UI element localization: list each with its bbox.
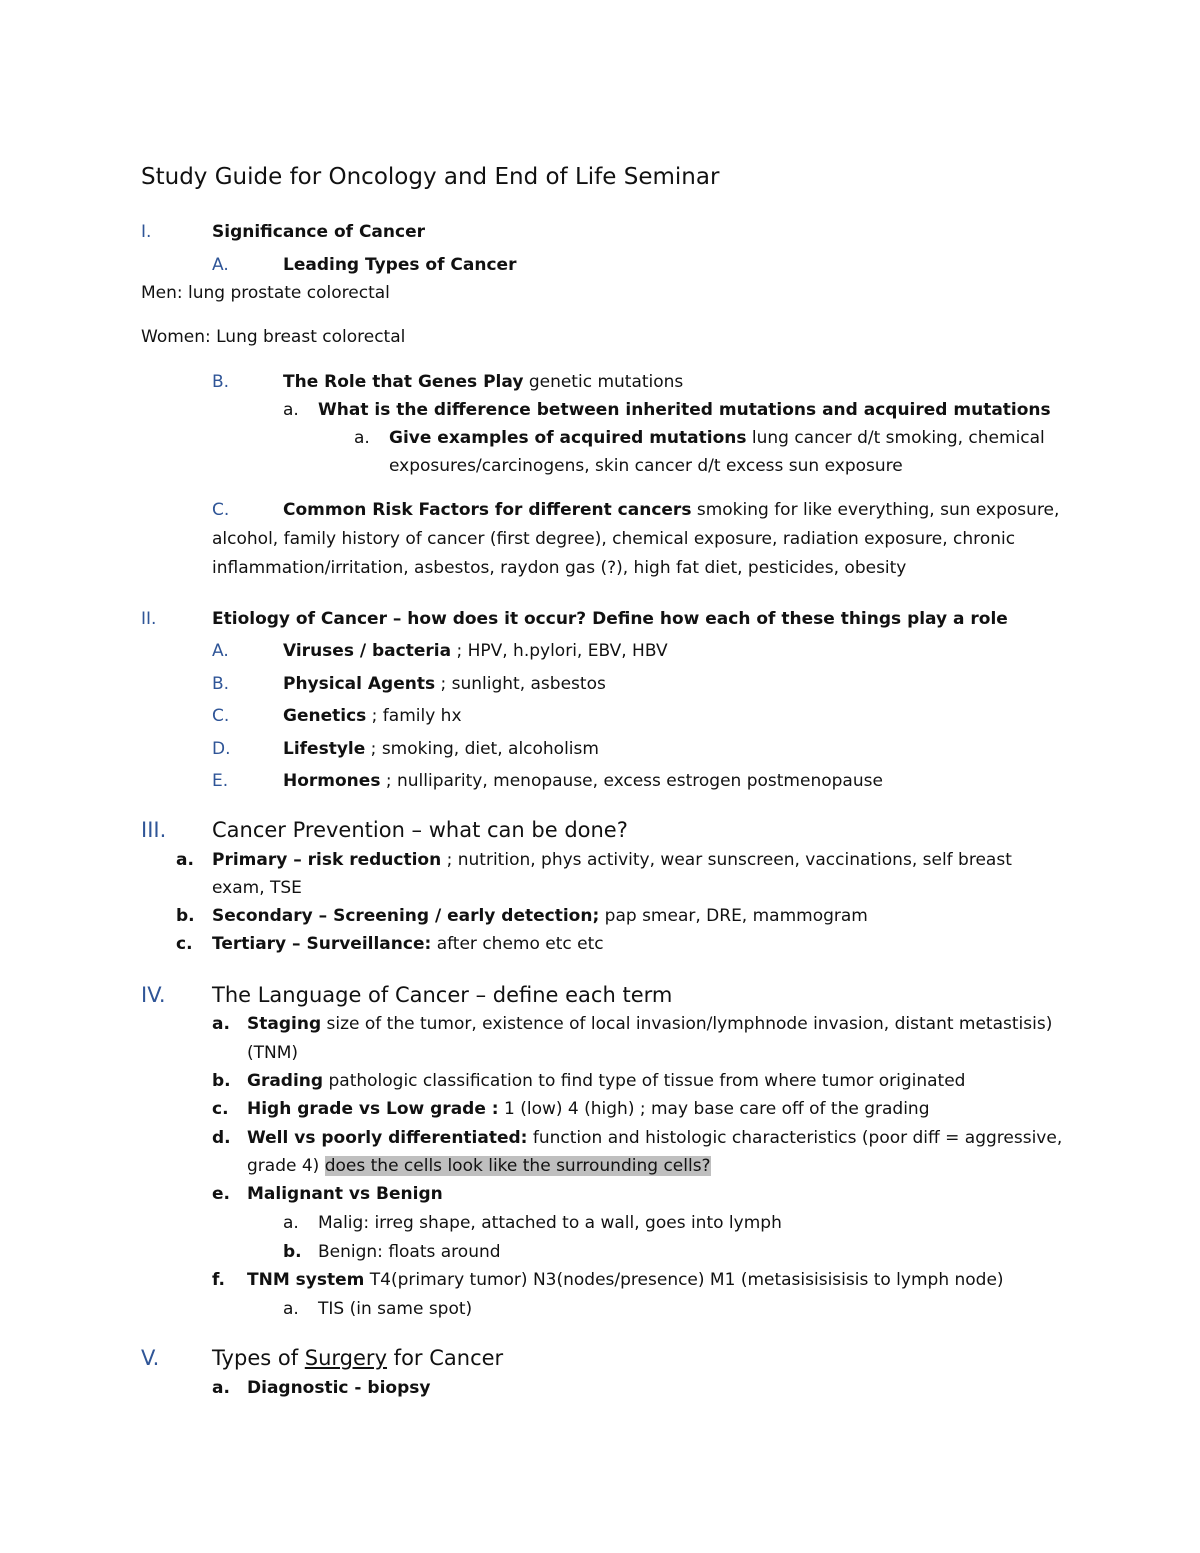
s1-c-number: C.	[212, 500, 230, 520]
s4-c-number: c.	[212, 1099, 229, 1119]
s1-b-q2-line2: exposures/carcinogens, skin cancer d/t excess sun exposure	[389, 456, 903, 476]
s2-item-text: ; family hx	[366, 706, 462, 726]
s1-b-q-text: What is the difference between inherited mutations and acquired mutations	[318, 400, 1051, 420]
s1-b-text: genetic mutations	[523, 372, 684, 392]
s4-e-sub-number: a.	[283, 1213, 299, 1233]
s2-item-number: A.	[212, 641, 229, 661]
section-3-title: Cancer Prevention – what can be done?	[212, 818, 628, 842]
s2-item-number: D.	[212, 739, 231, 759]
section-5-title	[212, 1346, 503, 1370]
s1-a-number: A.	[212, 255, 229, 275]
section-4-number: IV.	[141, 983, 166, 1007]
s2-item-title: Genetics	[283, 706, 367, 726]
s2-item	[283, 739, 599, 759]
s4-c-title: High grade vs Low grade :	[247, 1099, 499, 1119]
s2-item-text: ; nulliparity, menopause, excess estrogen postmenopause	[380, 771, 883, 791]
s4-f-title: TNM system	[247, 1270, 365, 1290]
s4-f-number: f.	[212, 1270, 225, 1290]
section-2-number: II.	[141, 609, 157, 629]
s4-d-line1	[247, 1128, 1062, 1148]
s1-c-line1	[283, 500, 1059, 520]
s4-d-title: Well vs poorly differentiated:	[247, 1128, 528, 1148]
s1-b-q2-title: Give examples of acquired mutations	[389, 428, 747, 448]
s3-c-title: Tertiary – Surveillance:	[212, 934, 432, 954]
s1-c-line3: inflammation/irritation, asbestos, raydon gas (?), high fat diet, pesticides, obesity	[212, 558, 907, 578]
highlighted-text: does the cells look like the surrounding cells?	[324, 1156, 711, 1176]
s1-b-q2-number: a.	[354, 428, 370, 448]
s1-b-number: B.	[212, 372, 230, 392]
s4-a-text1: size of the tumor, existence of local invasion/lymphnode invasion, distant metastisis)	[321, 1014, 1053, 1034]
s4-e-title: Malignant vs Benign	[247, 1184, 443, 1204]
s3-b-title: Secondary – Screening / early detection;	[212, 906, 600, 926]
s4-c-text: 1 (low) 4 (high) ; may base care off of the grading	[498, 1099, 930, 1119]
s2-item-text: ; smoking, diet, alcoholism	[365, 739, 599, 759]
s2-item	[283, 641, 668, 661]
s2-item-number: E.	[212, 771, 229, 791]
s1-c-title: Common Risk Factors for different cancers	[283, 500, 692, 520]
s2-item-title: Viruses / bacteria	[283, 641, 452, 661]
s4-d-text1: function and histologic characteristics (poor diff = aggressive,	[527, 1128, 1063, 1148]
men-cancers: Men: lung prostate colorectal	[141, 283, 390, 303]
s2-item-title: Hormones	[283, 771, 381, 791]
s4-d-number: d.	[212, 1128, 231, 1148]
s4-a-line1	[247, 1014, 1052, 1034]
s1-b-title: The Role that Genes Play	[283, 372, 524, 392]
s4-e-sub-number: b.	[283, 1242, 302, 1262]
s2-item-number: C.	[212, 706, 230, 726]
s3-a-line1	[212, 850, 1012, 870]
s2-item	[283, 674, 606, 694]
s4-a-title: Staging	[247, 1014, 322, 1034]
s4-b-title: Grading	[247, 1071, 324, 1091]
s4-d-text2: grade 4)	[247, 1156, 325, 1176]
section-4-title: The Language of Cancer – define each term	[212, 983, 673, 1007]
s3-a-line2: exam, TSE	[212, 878, 302, 898]
s4-f-sub-number: a.	[283, 1299, 299, 1319]
section-2-title: Etiology of Cancer – how does it occur? Define how each of these things play a role	[212, 609, 1008, 629]
s3-b-text: pap smear, DRE, mammogram	[599, 906, 868, 926]
s5-title-underlined: Surgery	[304, 1346, 387, 1370]
document-title: Study Guide for Oncology and End of Life Seminar	[141, 164, 720, 190]
s5-a-number: a.	[212, 1378, 230, 1398]
s4-a-number: a.	[212, 1014, 230, 1034]
s4-d-line2	[247, 1156, 711, 1176]
section-1-number: I.	[141, 222, 152, 242]
s4-f-line	[247, 1270, 1004, 1290]
s3-a-title: Primary – risk reduction	[212, 850, 442, 870]
s1-c-line2: alcohol, family history of cancer (first degree), chemical exposure, radiation exposure, chronic	[212, 529, 1016, 549]
s2-item	[283, 771, 883, 791]
s5-title-pre: Types of	[212, 1346, 305, 1370]
s4-f-sub-text: TIS (in same spot)	[318, 1299, 473, 1319]
s1-b-q2-text1: lung cancer d/t smoking, chemical	[746, 428, 1045, 448]
s3-c-number: c.	[176, 934, 193, 954]
s4-e-sub-text: Benign: floats around	[318, 1242, 501, 1262]
s3-a-text1: ; nutrition, phys activity, wear sunscreen, vaccinations, self breast	[441, 850, 1012, 870]
section-5-number: V.	[141, 1346, 160, 1370]
s1-a-title: Leading Types of Cancer	[283, 255, 517, 275]
s3-b-line	[212, 906, 868, 926]
s2-item-text: ; HPV, h.pylori, EBV, HBV	[451, 641, 668, 661]
s3-c-line	[212, 934, 604, 954]
women-cancers: Women: Lung breast colorectal	[141, 327, 406, 347]
s3-b-number: b.	[176, 906, 195, 926]
s4-b-number: b.	[212, 1071, 231, 1091]
s4-c-line	[247, 1099, 930, 1119]
s5-a-text: Diagnostic - biopsy	[247, 1378, 431, 1398]
s2-item-number: B.	[212, 674, 230, 694]
s3-c-text: after chemo etc etc	[431, 934, 604, 954]
s5-title-post: for Cancer	[387, 1346, 504, 1370]
s2-item-text: ; sunlight, asbestos	[435, 674, 606, 694]
s4-b-text: pathologic classification to find type of tissue from where tumor originated	[323, 1071, 966, 1091]
s1-b-q2-line1	[389, 428, 1045, 448]
s1-b-q-number: a.	[283, 400, 299, 420]
s2-item	[283, 706, 462, 726]
s1-c-text1: smoking for like everything, sun exposure,	[691, 500, 1060, 520]
s4-e-number: e.	[212, 1184, 230, 1204]
s4-b-line	[247, 1071, 965, 1091]
s1-b-line	[283, 372, 683, 392]
s2-item-title: Physical Agents	[283, 674, 436, 694]
s3-a-number: a.	[176, 850, 194, 870]
section-1-title: Significance of Cancer	[212, 222, 425, 242]
s4-a-line2: (TNM)	[247, 1043, 299, 1063]
section-3-number: III.	[141, 818, 167, 842]
s2-item-title: Lifestyle	[283, 739, 366, 759]
s4-e-sub-text: Malig: irreg shape, attached to a wall, goes into lymph	[318, 1213, 782, 1233]
s4-f-text: T4(primary tumor) N3(nodes/presence) M1 (metasisisisisis to lymph node)	[364, 1270, 1004, 1290]
